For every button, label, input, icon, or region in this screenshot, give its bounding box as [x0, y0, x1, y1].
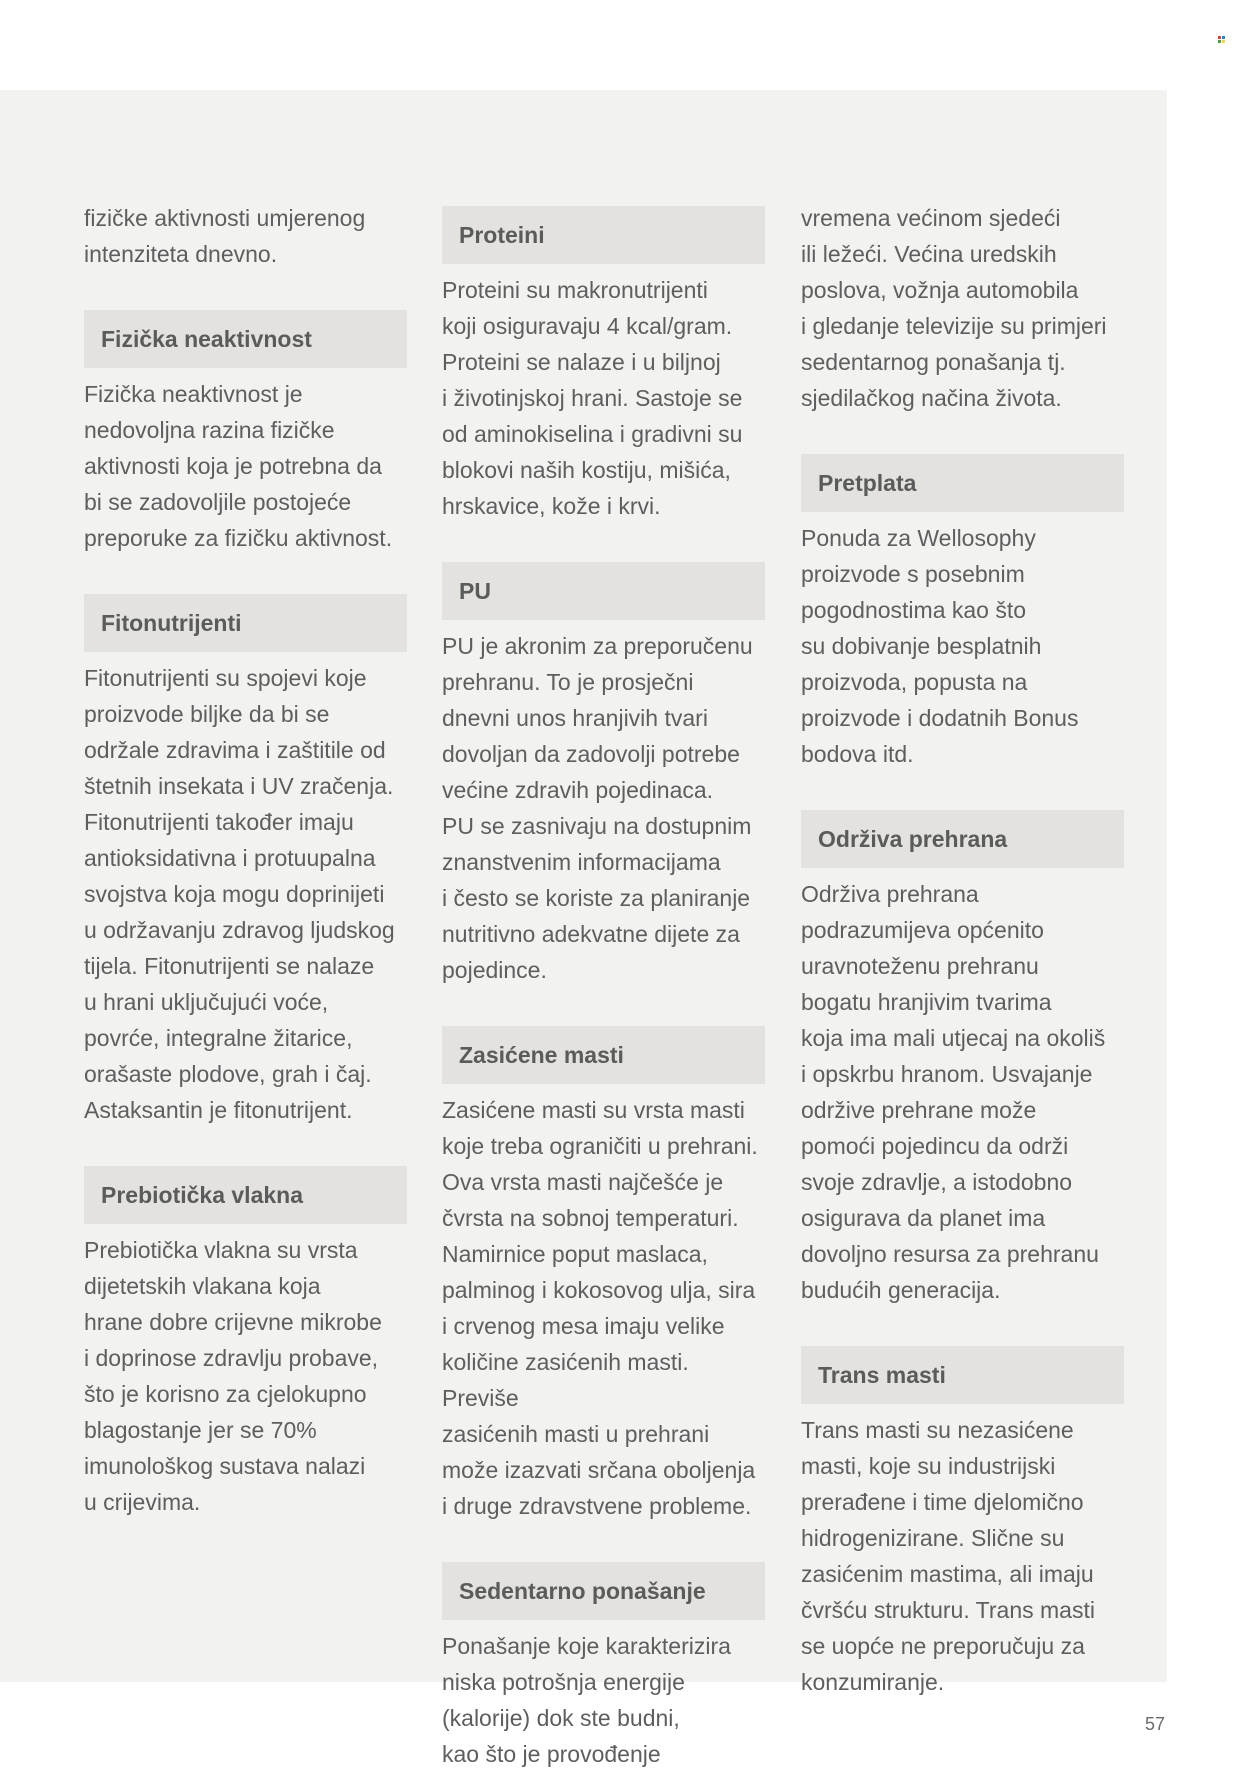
glossary-text: Ponuda za Wellosophy proizvode s posebnim pogodnostima kao što su dobivanje besplatnih proizvoda, popusta na proizvode i dodatnih Bonus bodova itd. — [801, 525, 1079, 767]
glossary-heading: Proteini — [442, 206, 765, 264]
glossary-heading: Fitonutrijenti — [84, 594, 407, 652]
glossary-heading: Održiva prehrana — [801, 810, 1124, 868]
glossary-heading: Prebiotička vlakna — [84, 1166, 407, 1224]
glossary-text: Ponašanje koje karakterizira niska potrošnja energije (kalorije) dok ste budni, kao što je provođenje — [442, 1633, 731, 1767]
page-number: 57 — [1145, 1714, 1166, 1734]
glossary-text: Održiva prehrana podrazumijeva općenito uravnoteženu prehranu bogatu hranjivim tvarima koja ima mali utjecaj na okoliš i opskrbu hranom. Usvajanje održive prehrane može pomoći pojedincu da održi svoje zdravlje, a istodobno osigurava da planet ima dovoljno resursa za prehranu budućih generacija. — [801, 881, 1106, 1303]
glossary-column-2 — [442, 204, 765, 1772]
glossary-heading: PU — [442, 562, 765, 620]
glossary-text: fizičke aktivnosti umjerenog intenziteta dnevno. — [84, 205, 366, 267]
corner-logo-icon — [1218, 36, 1225, 43]
glossary-column-1 — [84, 204, 407, 1520]
glossary-text: Proteini su makronutrijenti koji osiguravaju 4 kcal/gram. Proteini se nalaze i u biljnoj i životinjskoj hrani. Sastoje se od aminokiselina i gradivni su blokovi naših kostiju, mišića, hrskavice, kože i krvi. — [442, 277, 743, 519]
glossary-heading: Trans masti — [801, 1346, 1124, 1404]
glossary-text: Prebiotička vlakna su vrsta dijetetskih vlakana koja hrane dobre crijevne mikrobe i doprinose zdravlju probave, što je korisno za cjelokupno blagostanje jer se 70% imunološkog sustava nalazi u crijevima. — [84, 1237, 382, 1515]
glossary-text: PU je akronim za preporučenu prehranu. To je prosječni dnevni unos hranjivih tvari dovoljan da zadovolji potrebe većine zdravih pojedinaca. PU se zasnivaju na dostupnim znanstvenim informacijama i često se koriste za planiranje nutritivno adekvatne dijete za pojedince. — [442, 633, 753, 983]
glossary-heading: Sedentarno ponašanje — [442, 1562, 765, 1620]
glossary-text: vremena većinom sjedeći ili ležeći. Većina uredskih poslova, vožnja automobila i gledanje televizije su primjeri sedentarnog ponašanja tj. sjedilačkog načina života. — [801, 205, 1107, 411]
glossary-heading: Zasićene masti — [442, 1026, 765, 1084]
glossary-column-3 — [801, 204, 1124, 1700]
glossary-text: Trans masti su nezasićene masti, koje su industrijski prerađene i time djelomično hidrogenizirane. Slične su zasićenim mastima, ali imaju čvršću strukturu. Trans masti se uopće ne preporučuju za konzumiranje. — [801, 1417, 1095, 1695]
glossary-text: Zasićene masti su vrsta masti koje treba ograničiti u prehrani. Ova vrsta masti najčešće je čvrsta na sobnoj temperaturi. Namirnice poput maslaca, palminog i kokosovog ulja, sira i crvenog mesa imaju velike količine zasićenih masti. Previše zasićenih masti u prehrani može izazvati srčana oboljenja i druge zdravstvene probleme. — [442, 1097, 758, 1519]
glossary-heading: Fizička neaktivnost — [84, 310, 407, 368]
glossary-text: Fitonutrijenti su spojevi koje proizvode biljke da bi se održale zdravima i zaštitile od štetnih insekata i UV zračenja. Fitonutrijenti također imaju antioksidativna i protuupalna svojstva koja mogu doprinijeti u održavanju zdravog ljudskog tijela. Fitonutrijenti se nalaze u hrani uključujući voće, povrće, integralne žitarice, orašaste plodove, grah i čaj. Astaksantin je fitonutrijent. — [84, 665, 395, 1123]
glossary-text: Fizička neaktivnost je nedovoljna razina fizičke aktivnosti koja je potrebna da bi se zadovoljile postojeće preporuke za fizičku aktivnost. — [84, 381, 393, 551]
glossary-heading: Pretplata — [801, 454, 1124, 512]
